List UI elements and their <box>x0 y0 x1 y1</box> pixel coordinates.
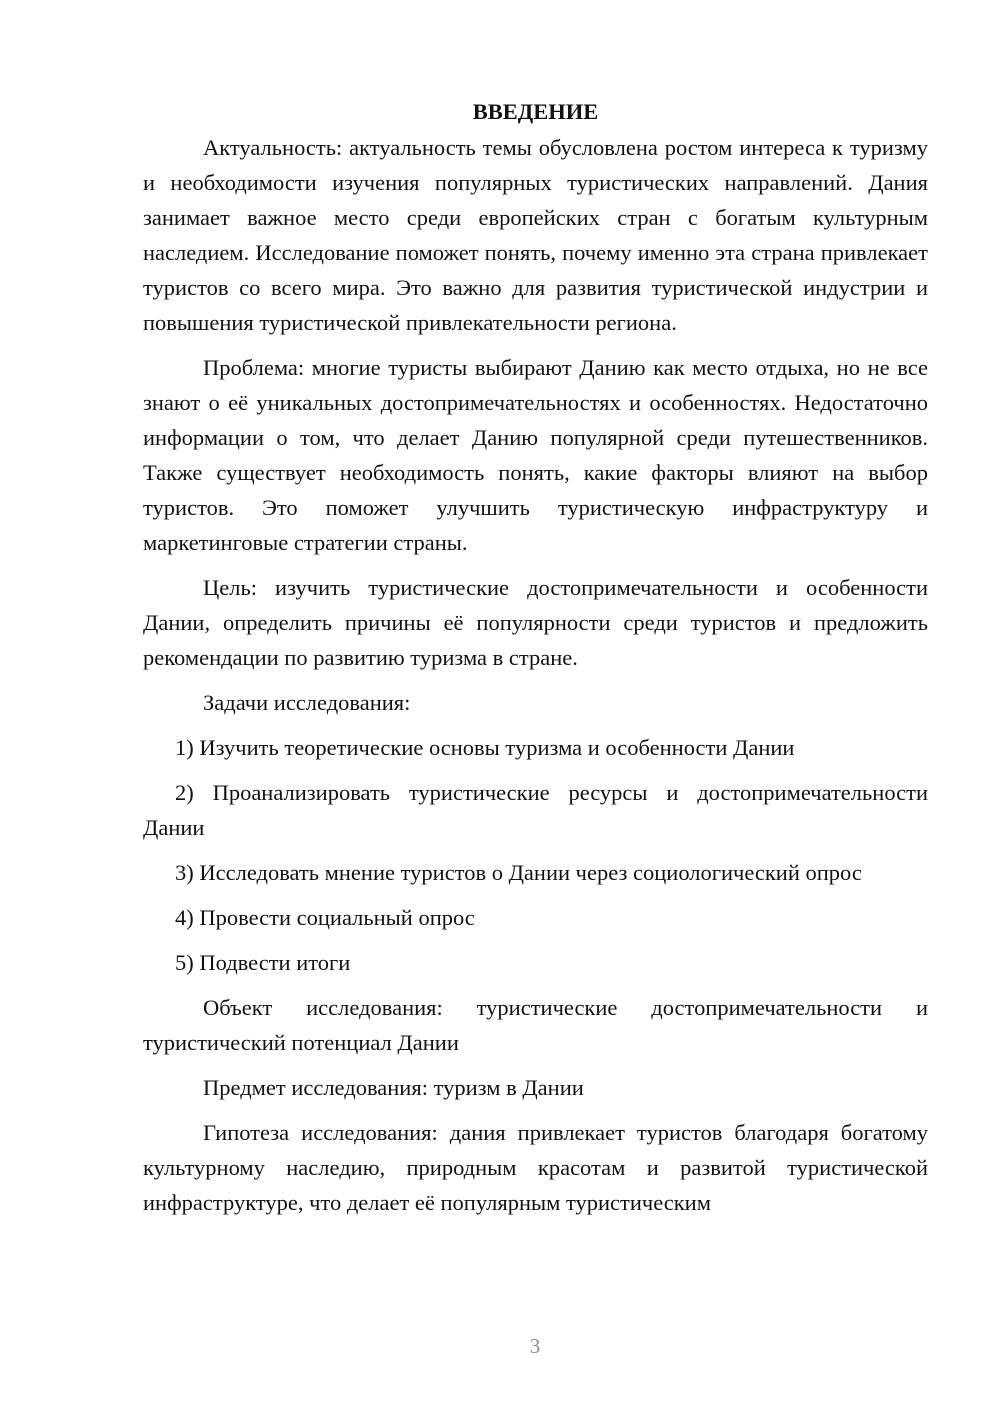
task-item-2: 2) Проанализировать туристические ресурсы и достопримечательности Дании <box>143 780 928 840</box>
task-item-1: 1) Изучить теоретические основы туризма и особенности Дании <box>175 735 795 760</box>
paragraph-hypothesis: Гипотеза исследования: дания привлекает туристов благодаря богатому культурному наследию, природным красотам и развитой туристической инфраструктуре, что делает её популярным туристическим <box>143 1120 928 1215</box>
task-item-3: 3) Исследовать мнение туристов о Дании через социологический опрос <box>175 860 862 885</box>
paragraph-tasks-heading: Задачи исследования: <box>203 690 411 715</box>
task-item-4: 4) Провести социальный опрос <box>175 905 475 930</box>
page-title: ВВЕДЕНИЕ <box>472 99 599 124</box>
paragraph-object: Объект исследования: туристические достопримечательности и туристический потенциал Дании <box>143 995 928 1055</box>
page-content <box>143 94 928 1230</box>
page-number: 3 <box>529 1334 541 1358</box>
paragraph-relevance: Актуальность: актуальность темы обусловлена ростом интереса к туризму и необходимости изучения популярных туристических направлений. Дания занимает важное место среди европейских стран с богатым культурным наследием. Исследование поможет понять, почему именно эта страна привлекает туристов со всего мира. Это важно для развития туристической индустрии и повышения туристической привлекательности региона. <box>143 135 928 335</box>
paragraph-goal: Цель: изучить туристические достопримечательности и особенности Дании, определить причины её популярности среди туристов и предложить рекомендации по развитию туризма в стране. <box>143 575 928 670</box>
task-item-5: 5) Подвести итоги <box>175 950 351 975</box>
paragraph-problem: Проблема: многие туристы выбирают Данию как место отдыха, но не все знают о её уникальных достопримечательностях и особенностях. Недостаточно информации о том, что делает Данию популярной среди путешественников. Также существует необходимость понять, какие факторы влияют на выбор туристов. Это поможет улучшить туристическую инфраструктуру и маркетинговые стратегии страны. <box>143 355 928 555</box>
paragraph-subject: Предмет исследования: туризм в Дании <box>203 1075 584 1100</box>
